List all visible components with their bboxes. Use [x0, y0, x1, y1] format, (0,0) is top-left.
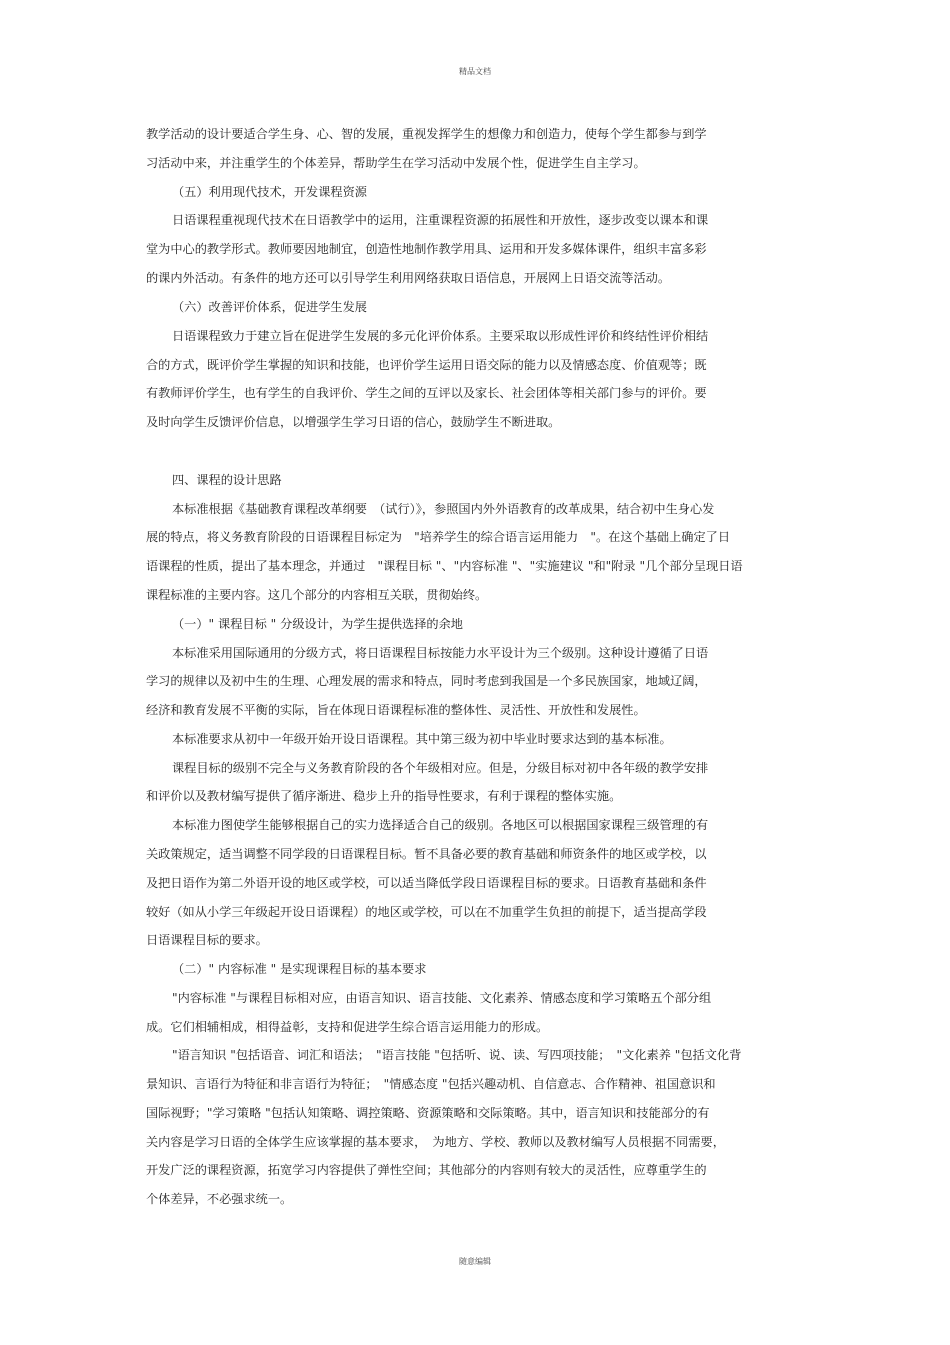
paragraph-line: 及把日语作为第二外语开设的地区或学校，可以适当降低学段日语课程目标的要求。日语教育基础和条件: [146, 876, 707, 890]
paragraph-line: 堂为中心的教学形式。教师要因地制宜，创造性地制作教学用具、运用和开发多媒体课件，组织丰富多彩: [146, 242, 707, 256]
paragraph-line: 习活动中来，并注重学生的个体差异，帮助学生在学习活动中发展个性，促进学生自主学习。: [146, 156, 646, 170]
paragraph-line: 日语课程致力于建立旨在促进学生发展的多元化评价体系。主要采取以形成性评价和终结性评价相结: [172, 329, 709, 343]
chapter-heading: 四、课程的设计思路: [172, 473, 282, 487]
paragraph-line: 的课内外活动。有条件的地方还可以引导学生利用网络获取日语信息，开展网上日语交流等活动。: [146, 271, 671, 285]
paragraph-line: 有教师评价学生，也有学生的自我评价、学生之间的互评以及家长、社会团体等相关部门参与的评价。要: [146, 386, 707, 400]
paragraph-line: 日语课程重视现代技术在日语教学中的运用，注重课程资源的拓展性和开放性，逐步改变以课本和课: [172, 213, 709, 227]
paragraph-line: "内容标准 "与课程目标相对应，由语言知识、语言技能、文化素养、情感态度和学习策略五个部分组: [172, 991, 712, 1005]
section-heading: （六）改善评价体系，促进学生发展: [172, 300, 367, 314]
section-heading: （二）" 内容标准 " 是实现课程目标的基本要求: [172, 962, 427, 976]
section-heading: （一）" 课程目标 " 分级设计，为学生提供选择的余地: [172, 617, 463, 631]
paragraph-line: 关政策规定，适当调整不同学段的日语课程目标。暂不具备必要的教育基础和师资条件的地区或学校，以: [146, 847, 707, 861]
paragraph-line: 本标准力图使学生能够根据自己的实力选择适合自己的级别。各地区可以根据国家课程三级管理的有: [172, 818, 709, 832]
paragraph-line: 合的方式，既评价学生掌握的知识和技能，也评价学生运用日语交际的能力以及情感态度、价值观等；既: [146, 358, 707, 372]
paragraph-line: 关内容是学习日语的全体学生应该掌握的基本要求， 为地方、学校、教师以及教材编写人员根据不同需要，: [146, 1135, 725, 1149]
paragraph-line: 及时向学生反馈评价信息，以增强学生学习日语的信心，鼓励学生不断进取。: [146, 415, 561, 429]
paragraph-line: 本标准根据《基础教育课程改革纲要 （试行）》，参照国内外外语教育的改革成果，结合初中生身心发: [172, 502, 715, 516]
paragraph-line: 语课程的性质，提出了基本理念，并通过 "课程目标 "、"内容标准 "、"实施建议 "和"附录 "几个部分呈现日语: [146, 559, 743, 573]
paragraph-line: 成。它们相辅相成，相得益彰，支持和促进学生综合语言运用能力的形成。: [146, 1020, 549, 1034]
paragraph-line: 本标准采用国际通用的分级方式，将日语课程目标按能力水平设计为三个级别。这种设计遵循了日语: [172, 646, 709, 660]
paragraph-line: 展的特点，将义务教育阶段的日语课程目标定为 "培养学生的综合语言运用能力 "。在这个基础上确定了日: [146, 530, 731, 544]
paragraph-line: 个体差异，不必强求统一。: [146, 1192, 293, 1206]
paragraph-line: 学习的规律以及初中生的生理、心理发展的需求和特点，同时考虑到我国是一个多民族国家，地域辽阔，: [146, 674, 707, 688]
paragraph-line: 和评价以及教材编写提供了循序渐进、稳步上升的指导性要求，有利于课程的整体实施。: [146, 789, 622, 803]
paragraph-line: 较好（如从小学三年级起开设日语课程）的地区或学校，可以在不加重学生负担的前提下，适当提高学段: [146, 905, 707, 919]
page-footer: 随意编辑: [459, 1257, 491, 1266]
paragraph-line: 国际视野；"学习策略 "包括认知策略、调控策略、资源策略和交际策略。其中，语言知识和技能部分的有: [146, 1106, 710, 1120]
paragraph-line: 教学活动的设计要适合学生身、心、智的发展，重视发挥学生的想像力和创造力，使每个学生都参与到学: [146, 127, 707, 141]
paragraph-line: 开发广泛的课程资源，拓宽学习内容提供了弹性空间；其他部分的内容则有较大的灵活性，应尊重学生的: [146, 1163, 707, 1177]
paragraph-line: "语言知识 "包括语音、词汇和语法； "语言技能 "包括听、说、读、写四项技能； "文化素养 "包括文化背: [172, 1048, 742, 1062]
paragraph-line: 景知识、言语行为特征和非言语行为特征； "情感态度 "包括兴趣动机、自信意志、合作精神、祖国意识和: [146, 1077, 716, 1091]
paragraph-line: 课程目标的级别不完全与义务教育阶段的各个年级相对应。但是，分级目标对初中各年级的教学安排: [172, 761, 709, 775]
paragraph-line: 课程标准的主要内容。这几个部分的内容相互关联，贯彻始终。: [146, 588, 488, 602]
page-header: 精品文档: [459, 67, 491, 76]
section-heading: （五）利用现代技术，开发课程资源: [172, 185, 367, 199]
paragraph-line: 经济和教育发展不平衡的实际，旨在体现日语课程标准的整体性、灵活性、开放性和发展性。: [146, 703, 646, 717]
paragraph-line: 本标准要求从初中一年级开始开设日语课程。其中第三级为初中毕业时要求达到的基本标准。: [172, 732, 672, 746]
paragraph-line: 日语课程目标的要求。: [146, 933, 268, 947]
